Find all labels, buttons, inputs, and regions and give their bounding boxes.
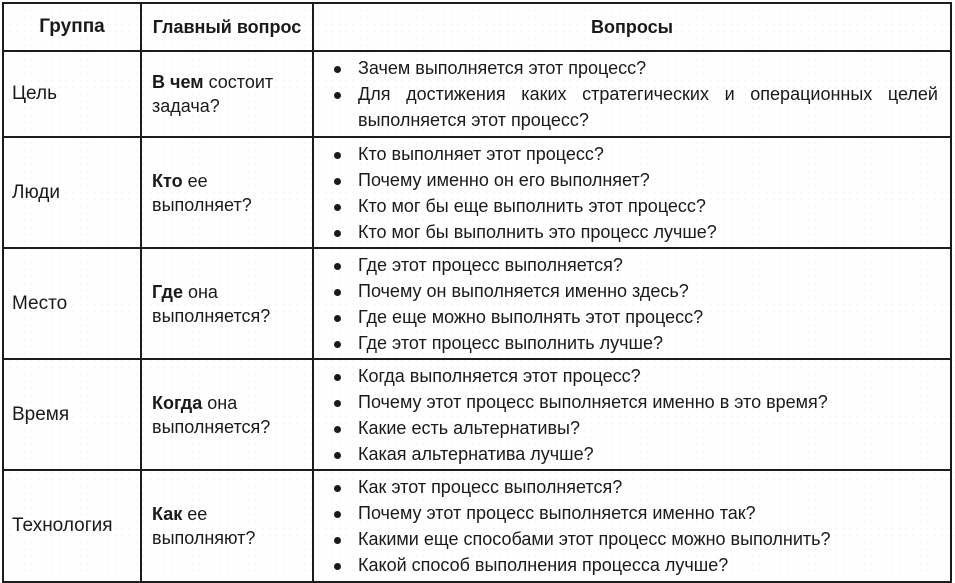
question-item: Почему этот процесс выполняется именно так? <box>332 500 938 526</box>
header-questions: Вопросы <box>313 3 951 51</box>
question-item: Где еще можно выполнять этот процесс? <box>332 304 938 330</box>
question-list <box>314 474 950 578</box>
main-question-rest: она выполняется? <box>152 392 271 437</box>
main-question-keyword: В чем <box>152 72 204 92</box>
main-question-cell <box>141 470 313 582</box>
main-question-cell <box>141 359 313 470</box>
question-item: Как этот процесс выполняется? <box>332 474 938 500</box>
question-item: Какие есть альтернативы? <box>332 415 938 441</box>
question-item: Какими еще способами этот процесс можно выполнить? <box>332 526 938 552</box>
question-item: Какая альтернатива лучше? <box>332 441 938 467</box>
question-item: Зачем выполняется этот процесс? <box>332 55 938 81</box>
main-question-rest: состоит задача? <box>152 72 274 116</box>
header-row <box>3 3 951 51</box>
main-question-rest: она выполняется? <box>152 281 271 326</box>
question-list <box>314 252 950 356</box>
main-question-rest: ее выполняет? <box>152 170 252 215</box>
questions-cell <box>313 470 951 582</box>
question-item: Какой способ выполнения процесса лучше? <box>332 552 938 578</box>
table-row <box>3 359 951 470</box>
question-item: Кто мог бы выполнить это процесс лучше? <box>332 219 938 245</box>
question-list <box>314 55 950 133</box>
main-question-cell <box>141 137 313 248</box>
main-question-cell <box>141 51 313 137</box>
group-cell: Место <box>3 248 141 359</box>
table-row <box>3 51 951 137</box>
question-item: Где этот процесс выполнить лучше? <box>332 330 938 356</box>
questions-cell <box>313 137 951 248</box>
question-item: Почему именно он его выполняет? <box>332 167 938 193</box>
question-item: Почему он выполняется именно здесь? <box>332 278 938 304</box>
question-list <box>314 141 950 245</box>
questions-cell <box>313 359 951 470</box>
questions-cell <box>313 51 951 137</box>
questions-cell <box>313 248 951 359</box>
main-question-rest: ее выполняют? <box>152 504 256 548</box>
main-question-keyword: Кто <box>152 170 183 191</box>
question-list <box>314 363 950 467</box>
table-row <box>3 470 951 582</box>
header-main-question: Главный вопрос <box>141 3 313 51</box>
question-item: Когда выполняется этот процесс? <box>332 363 938 389</box>
main-question-keyword: Где <box>152 281 183 302</box>
table-row <box>3 248 951 359</box>
table-row <box>3 137 951 248</box>
main-question-cell <box>141 248 313 359</box>
header-group: Группа <box>3 3 141 51</box>
process-questions-table <box>2 2 952 583</box>
question-item: Где этот процесс выполняется? <box>332 252 938 278</box>
question-item: Почему этот процесс выполняется именно в это время? <box>332 389 938 415</box>
question-item: Кто выполняет этот процесс? <box>332 141 938 167</box>
group-cell: Время <box>3 359 141 470</box>
main-question-keyword: Когда <box>152 392 203 413</box>
main-question-keyword: Как <box>152 504 183 524</box>
group-cell: Цель <box>3 51 141 137</box>
group-cell: Технология <box>3 470 141 582</box>
question-item: Для достижения каких стратегических и операционных целей выполняется этот процесс? <box>332 81 938 133</box>
question-item: Кто мог бы еще выполнить этот процесс? <box>332 193 938 219</box>
group-cell: Люди <box>3 137 141 248</box>
